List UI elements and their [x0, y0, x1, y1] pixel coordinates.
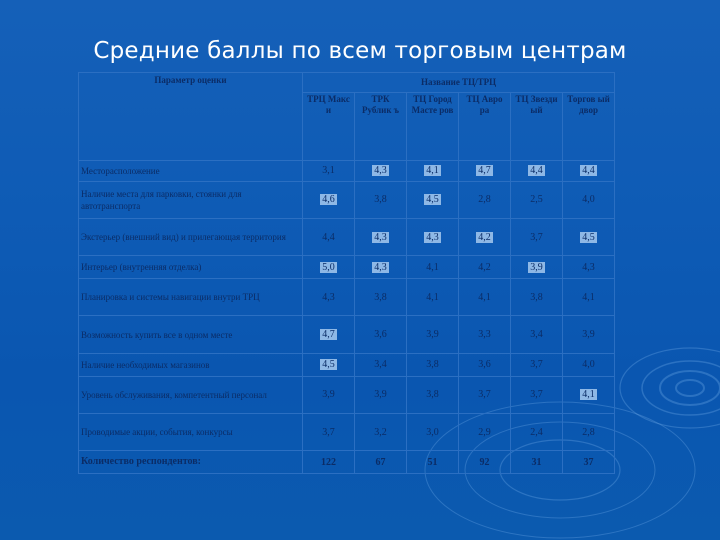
score-cell: [511, 279, 563, 316]
column-header: ТРЦ Макс и: [303, 92, 355, 160]
param-cell: Интерьер (внутренняя отделка): [79, 256, 303, 279]
score-cell: [459, 279, 511, 316]
score-value: 4,2: [478, 231, 491, 243]
table-row: [79, 219, 615, 256]
score-value: 3,2: [374, 426, 387, 438]
score-cell: [407, 353, 459, 376]
score-cell: [303, 353, 355, 376]
score-cell: [303, 256, 355, 279]
score-value: 2,9: [478, 426, 491, 438]
param-cell: Наличие места для парковки, стоянки для автотранспорта: [79, 181, 303, 218]
score-value: 3,0: [426, 426, 439, 438]
score-cell: [355, 256, 407, 279]
respondents-count: 92: [459, 451, 511, 474]
score-cell: [355, 279, 407, 316]
param-cell: Планировка и системы навигации внутри ТРЦ: [79, 279, 303, 316]
table-body: [79, 161, 615, 451]
score-value: 4,5: [426, 194, 439, 206]
table-row: [79, 353, 615, 376]
score-value: 4,4: [322, 231, 335, 243]
score-value: 3,6: [478, 359, 491, 371]
score-value: 3,7: [530, 389, 543, 401]
table-row: [79, 161, 615, 182]
score-cell: [355, 219, 407, 256]
score-value: 3,8: [374, 291, 387, 303]
respondents-count: 51: [407, 451, 459, 474]
score-value: 4,1: [582, 291, 595, 303]
column-header: ТЦ Звезди ый: [511, 92, 563, 160]
respondents-label: Количество респондентов:: [79, 451, 303, 474]
score-value: 4,4: [582, 165, 595, 177]
score-value: 3,4: [374, 359, 387, 371]
table-row: [79, 181, 615, 218]
score-cell: [303, 376, 355, 413]
score-cell: [407, 316, 459, 353]
param-cell: Уровень обслуживания, компетентный персонал: [79, 376, 303, 413]
score-value: 2,8: [478, 194, 491, 206]
score-value: 3,9: [530, 261, 543, 273]
score-value: 4,3: [374, 261, 387, 273]
score-value: 3,4: [530, 329, 543, 341]
score-value: 2,5: [530, 194, 543, 206]
score-value: 4,3: [322, 291, 335, 303]
score-cell: [563, 181, 615, 218]
score-value: 3,3: [478, 329, 491, 341]
score-cell: [303, 219, 355, 256]
score-value: 3,8: [374, 194, 387, 206]
score-value: 4,1: [426, 165, 439, 177]
score-cell: [355, 413, 407, 450]
score-cell: [407, 219, 459, 256]
score-cell: [563, 376, 615, 413]
respondents-count: 122: [303, 451, 355, 474]
table-header-row: [79, 73, 615, 93]
score-cell: [511, 219, 563, 256]
score-value: 3,6: [374, 329, 387, 341]
param-cell: Месторасположение: [79, 161, 303, 182]
score-cell: [563, 279, 615, 316]
score-value: 3,9: [582, 329, 595, 341]
score-value: 3,9: [426, 329, 439, 341]
score-value: 3,9: [374, 389, 387, 401]
column-header: ТРК Рублик ъ: [355, 92, 407, 160]
respondents-count: 37: [563, 451, 615, 474]
score-value: 2,4: [530, 426, 543, 438]
param-cell: Экстерьер (внешний вид) и прилегающая территория: [79, 219, 303, 256]
score-cell: [563, 353, 615, 376]
score-value: 3,7: [530, 359, 543, 371]
score-cell: [459, 161, 511, 182]
param-header: Параметр оценки: [79, 73, 303, 161]
score-value: 3,8: [530, 291, 543, 303]
score-cell: [459, 413, 511, 450]
score-value: 4,1: [582, 389, 595, 401]
table-row: [79, 279, 615, 316]
score-cell: [303, 279, 355, 316]
score-cell: [407, 413, 459, 450]
table-row: [79, 413, 615, 450]
score-value: 2,8: [582, 426, 595, 438]
score-value: 4,1: [426, 291, 439, 303]
score-cell: [303, 316, 355, 353]
score-value: 4,2: [478, 261, 491, 273]
score-value: 4,3: [374, 165, 387, 177]
score-value: 3,7: [530, 231, 543, 243]
score-value: 4,1: [426, 261, 439, 273]
score-cell: [407, 256, 459, 279]
column-header: Торгов ый двор: [563, 92, 615, 160]
table-row: [79, 376, 615, 413]
score-cell: [511, 413, 563, 450]
respondents-row: [79, 451, 615, 474]
score-cell: [563, 161, 615, 182]
score-value: 4,1: [478, 291, 491, 303]
score-cell: [563, 413, 615, 450]
score-cell: [303, 161, 355, 182]
score-value: 5,0: [322, 261, 335, 273]
score-value: 4,3: [582, 261, 595, 273]
score-cell: [407, 376, 459, 413]
score-value: 4,3: [374, 231, 387, 243]
score-value: 4,0: [582, 194, 595, 206]
score-cell: [563, 219, 615, 256]
score-value: 3,1: [322, 165, 335, 177]
score-value: 4,4: [530, 165, 543, 177]
slide-title: Средние баллы по всем торговым центрам: [93, 38, 627, 64]
respondents-count: 31: [511, 451, 563, 474]
score-cell: [511, 181, 563, 218]
param-cell: Наличие необходимых магазинов: [79, 353, 303, 376]
score-cell: [355, 316, 407, 353]
score-cell: [511, 161, 563, 182]
param-cell: Возможность купить все в одном месте: [79, 316, 303, 353]
scores-table: [78, 72, 615, 474]
score-cell: [563, 316, 615, 353]
score-value: 3,8: [426, 359, 439, 371]
score-value: 3,9: [322, 389, 335, 401]
score-cell: [303, 413, 355, 450]
score-cell: [459, 181, 511, 218]
score-value: 4,3: [426, 231, 439, 243]
group-header: Название ТЦ/ТРЦ: [303, 73, 615, 93]
table-row: [79, 256, 615, 279]
score-cell: [511, 256, 563, 279]
score-cell: [303, 181, 355, 218]
score-cell: [407, 279, 459, 316]
score-cell: [355, 161, 407, 182]
score-cell: [355, 353, 407, 376]
score-value: 4,0: [582, 359, 595, 371]
score-cell: [511, 376, 563, 413]
score-value: 4,7: [322, 329, 335, 341]
score-value: 4,5: [322, 359, 335, 371]
score-value: 3,7: [322, 426, 335, 438]
column-header: ТЦ Авро ра: [459, 92, 511, 160]
score-value: 4,5: [582, 231, 595, 243]
score-cell: [407, 161, 459, 182]
column-header: ТЦ Город Масте ров: [407, 92, 459, 160]
score-cell: [459, 219, 511, 256]
score-cell: [407, 181, 459, 218]
score-value: 3,8: [426, 389, 439, 401]
score-cell: [459, 316, 511, 353]
respondents-count: 67: [355, 451, 407, 474]
score-cell: [459, 256, 511, 279]
param-cell: Проводимые акции, события, конкурсы: [79, 413, 303, 450]
score-value: 3,7: [478, 389, 491, 401]
score-cell: [511, 353, 563, 376]
score-value: 4,7: [478, 165, 491, 177]
score-cell: [355, 181, 407, 218]
score-cell: [511, 316, 563, 353]
score-cell: [563, 256, 615, 279]
score-cell: [459, 353, 511, 376]
score-value: 4,6: [322, 194, 335, 206]
table-row: [79, 316, 615, 353]
score-cell: [459, 376, 511, 413]
score-cell: [355, 376, 407, 413]
